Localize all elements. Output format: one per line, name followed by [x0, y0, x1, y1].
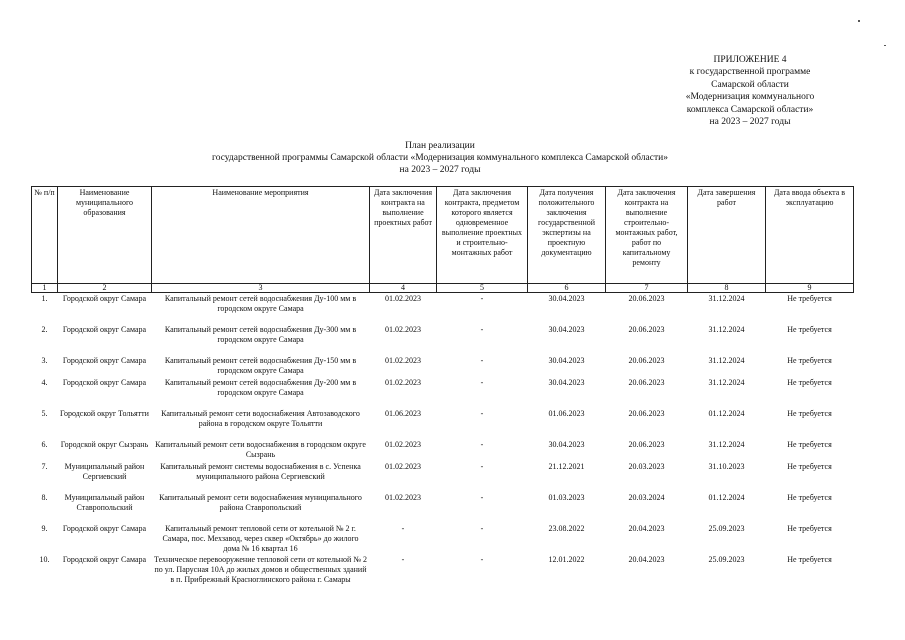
cell-municipality: Муниципальный район Ставропольский — [64, 492, 145, 512]
table-row — [32, 293, 854, 324]
cell-combined-contract-date: - — [480, 294, 484, 303]
cell-activity: Капитальный ремонт сетей водоснабжения Ду-300 мм в городском округе Самара — [164, 324, 357, 344]
cell-row-number: 6. — [41, 439, 48, 449]
cell-construction-contract-date: 20.04.2023 — [628, 523, 665, 533]
cell-commissioning-date: Не требуется — [787, 377, 832, 387]
title-line: государственной программы Самарской области «Модернизация коммунального комплекса Самарской области» — [212, 153, 668, 163]
cell-design-contract-date: 01.06.2023 — [385, 408, 421, 418]
cell-activity: Капитальный ремонт тепловой сети от котельной № 2 г. Самара, пос. Мехзавод, через сквер «Октябрь» до жилого дома № 16 квартал 16 — [162, 523, 359, 553]
cell-design-contract-date: 01.02.2023 — [385, 461, 421, 471]
cell-design-contract-date: - — [401, 554, 405, 564]
cell-expertise-date: 30.04.2023 — [548, 377, 585, 387]
column-number: 7 — [606, 284, 688, 293]
column-number: 9 — [766, 284, 854, 293]
cell-construction-contract-date: 20.03.2024 — [628, 492, 665, 502]
cell-construction-contract-date: 20.03.2023 — [628, 461, 665, 471]
cell-row-number: 2. — [41, 324, 48, 334]
cell-combined-contract-date: - — [480, 523, 484, 533]
header-cell: Дата заключения контракта на выполнение проектных работ — [370, 187, 437, 284]
header-cell: Дата заключения контракта, предметом которого является одновременное выполнение проектных и строительно-монтажных работ — [437, 187, 528, 284]
cell-row-number: 5. — [41, 408, 48, 418]
appendix-line: «Модернизация коммунального — [685, 92, 815, 103]
header-cell: Дата ввода объекта в эксплуатацию — [766, 187, 854, 284]
cell-commissioning-date: Не требуется — [787, 523, 832, 533]
cell-activity: Капитальный ремонт системы водоснабжения в с. Успенка муниципального района Сергиевский — [160, 461, 361, 481]
cell-commissioning-date: Не требуется — [787, 408, 832, 418]
cell-design-contract-date: 01.02.2023 — [385, 355, 421, 365]
cell-municipality: Городской округ Тольятти — [60, 408, 149, 418]
cell-completion-date: 31.10.2023 — [708, 461, 745, 471]
appendix-line: комплекса Самарской области» — [686, 104, 814, 115]
header-row — [32, 187, 854, 284]
cell-row-number: 8. — [41, 492, 48, 502]
cell-construction-contract-date: 20.06.2023 — [628, 439, 665, 449]
column-number-row — [32, 284, 854, 293]
appendix-line: на 2023 – 2027 годы — [709, 117, 791, 128]
appendix-line: к государственной программе — [689, 67, 811, 78]
cell-municipality: Городской округ Самара — [62, 377, 147, 387]
cell-row-number: 10. — [39, 554, 50, 564]
header-cell: № п/п — [32, 187, 58, 284]
appendix-line: ПРИЛОЖЕНИЕ 4 — [713, 55, 787, 65]
column-number: 4 — [370, 284, 437, 293]
table-body — [32, 293, 854, 604]
header-cell: Дата завершения работ — [688, 187, 766, 284]
cell-commissioning-date: Не требуется — [787, 294, 832, 303]
table-row — [32, 439, 854, 461]
cell-expertise-date: 21.12.2021 — [548, 461, 585, 471]
cell-municipality: Городской округ Самара — [62, 294, 147, 303]
table-row — [32, 355, 854, 377]
cell-commissioning-date: Не требуется — [787, 324, 832, 334]
cell-combined-contract-date: - — [480, 355, 484, 365]
appendix-line: Самарской области — [711, 79, 789, 90]
cell-activity: Капитальный ремонт сетей водоснабжения Ду-100 мм в городском округе Самара — [164, 294, 357, 313]
cell-commissioning-date: Не требуется — [787, 355, 832, 365]
cell-municipality: Городской округ Самара — [62, 324, 147, 334]
table-row — [32, 523, 854, 554]
column-number: 1 — [32, 284, 58, 293]
column-number: 6 — [528, 284, 606, 293]
cell-combined-contract-date: - — [480, 324, 484, 334]
cell-municipality: Городской округ Самара — [62, 355, 147, 365]
cell-expertise-date: 30.04.2023 — [548, 324, 585, 334]
cell-activity: Капитальный ремонт сетей водоснабжения Ду-200 мм в городском округе Самара — [164, 377, 357, 397]
cell-activity: Капитальный ремонт сети водоснабжения Автозаводского района в городском округе Тольятти — [161, 408, 360, 428]
table-row — [32, 377, 854, 408]
cell-commissioning-date: Не требуется — [787, 439, 832, 449]
cell-commissioning-date: Не требуется — [787, 492, 832, 502]
cell-expertise-date: 23.08.2022 — [548, 523, 585, 533]
column-number: 3 — [152, 284, 370, 293]
cell-design-contract-date: 01.02.2023 — [385, 324, 421, 334]
cell-construction-contract-date: 20.06.2023 — [628, 355, 665, 365]
cell-construction-contract-date: 20.06.2023 — [628, 408, 665, 418]
cell-commissioning-date: Не требуется — [787, 554, 832, 564]
cell-combined-contract-date: - — [480, 408, 484, 418]
table-row — [32, 554, 854, 604]
cell-expertise-date: 01.06.2023 — [548, 408, 585, 418]
cell-construction-contract-date: 20.04.2023 — [628, 554, 665, 564]
cell-construction-contract-date: 20.06.2023 — [628, 377, 665, 387]
cell-completion-date: 31.12.2024 — [708, 377, 745, 387]
table-row — [32, 461, 854, 492]
cell-combined-contract-date: - — [480, 461, 484, 471]
cell-construction-contract-date: 20.06.2023 — [628, 324, 665, 334]
cell-activity: Капитальный ремонт сети водоснабжения в городском округе Сызрань — [155, 439, 366, 459]
cell-completion-date: 31.12.2024 — [708, 439, 745, 449]
cell-municipality: Городской округ Самара — [62, 523, 147, 533]
scan-dot — [884, 45, 886, 46]
cell-completion-date: 25.09.2023 — [708, 554, 745, 564]
cell-row-number: 7. — [41, 461, 48, 471]
header-cell: Наименование муниципального образования — [58, 187, 152, 284]
cell-combined-contract-date: - — [480, 492, 484, 502]
cell-municipality: Городской округ Самара — [62, 554, 147, 564]
cell-design-contract-date: 01.02.2023 — [385, 492, 421, 502]
table-row — [32, 408, 854, 439]
column-number: 8 — [688, 284, 766, 293]
cell-row-number: 4. — [41, 377, 48, 387]
column-number: 5 — [437, 284, 528, 293]
table-row — [32, 492, 854, 523]
header-cell: Дата получения положительного заключения государственной экспертизы на проектную документацию — [528, 187, 606, 284]
cell-municipality: Городской округ Сызрань — [60, 439, 149, 449]
cell-expertise-date: 30.04.2023 — [548, 294, 585, 303]
cell-expertise-date: 30.04.2023 — [548, 439, 585, 449]
cell-commissioning-date: Не требуется — [787, 461, 832, 471]
cell-combined-contract-date: - — [480, 439, 484, 449]
table-row — [32, 324, 854, 355]
cell-expertise-date: 30.04.2023 — [548, 355, 585, 365]
document-title — [0, 140, 880, 176]
cell-row-number: 1. — [41, 294, 48, 303]
cell-combined-contract-date: - — [480, 377, 484, 387]
scan-dot — [858, 20, 860, 22]
column-number: 2 — [58, 284, 152, 293]
cell-completion-date: 31.12.2024 — [708, 355, 745, 365]
cell-activity: Капитальный ремонт сетей водоснабжения Ду-150 мм в городском округе Самара — [164, 355, 357, 375]
cell-municipality: Муниципальный район Сергиевский — [64, 461, 145, 481]
cell-row-number: 3. — [41, 355, 48, 365]
cell-completion-date: 31.12.2024 — [708, 294, 745, 303]
cell-row-number: 9. — [41, 523, 48, 533]
cell-completion-date: 01.12.2024 — [708, 492, 745, 502]
plan-table — [31, 186, 854, 604]
title-line: План реализации — [405, 141, 475, 151]
cell-design-contract-date: 01.02.2023 — [385, 294, 421, 303]
cell-expertise-date: 12.01.2022 — [548, 554, 585, 564]
cell-activity: Техническое перевооружение тепловой сети от котельной № 2 по ул. Парусная 10А до жилых домов и общественных зданий в п. Прибрежный Красноглинского района г. Самары — [154, 554, 367, 584]
cell-construction-contract-date: 20.06.2023 — [628, 294, 665, 303]
cell-design-contract-date: 01.02.2023 — [385, 439, 421, 449]
cell-completion-date: 31.12.2024 — [708, 324, 745, 334]
cell-activity: Капитальный ремонт сети водоснабжения муниципального района Ставропольский — [159, 492, 362, 512]
appendix-block — [640, 54, 860, 128]
header-cell: Наименование мероприятия — [152, 187, 370, 284]
cell-design-contract-date: - — [401, 523, 405, 533]
cell-completion-date: 25.09.2023 — [708, 523, 745, 533]
cell-design-contract-date: 01.02.2023 — [385, 377, 421, 387]
cell-completion-date: 01.12.2024 — [708, 408, 745, 418]
cell-expertise-date: 01.03.2023 — [548, 492, 585, 502]
title-line: на 2023 – 2027 годы — [399, 165, 481, 175]
cell-combined-contract-date: - — [480, 554, 484, 564]
header-cell: Дата заключения контракта на выполнение строительно-монтажных работ, работ по капитальному ремонту — [606, 187, 688, 284]
